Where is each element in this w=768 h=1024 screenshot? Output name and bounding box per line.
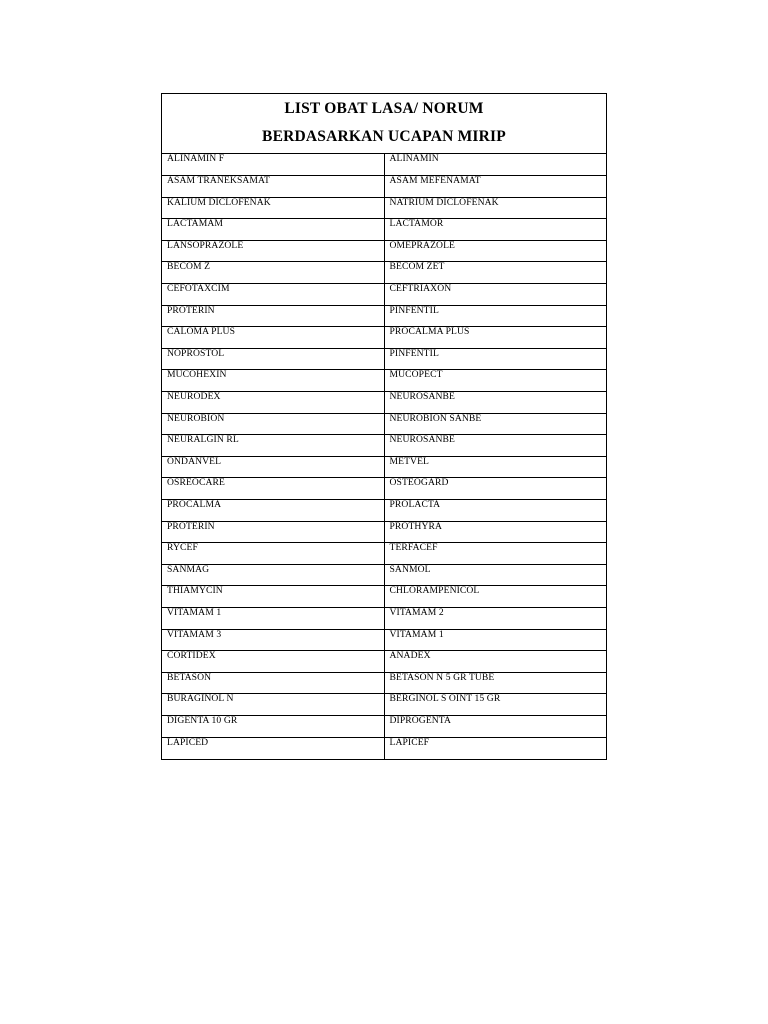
similar-drug-cell: ASAM MEFENAMAT xyxy=(384,176,606,198)
similar-drug-cell: MUCOPECT xyxy=(384,370,606,392)
similar-drug-cell: METVEL xyxy=(384,456,606,478)
table-row xyxy=(162,435,606,457)
drug-name-cell: MUCOHEXIN xyxy=(162,370,384,392)
drug-name-cell: NOPROSTOL xyxy=(162,348,384,370)
table-row xyxy=(162,154,606,176)
drug-table-body xyxy=(162,154,606,759)
table-row xyxy=(162,500,606,522)
table-row xyxy=(162,176,606,198)
table-row xyxy=(162,629,606,651)
table-row xyxy=(162,543,606,565)
similar-drug-cell: LAPICEF xyxy=(389,737,430,748)
drug-name-cell: LANSOPRAZOLE xyxy=(162,240,384,262)
drug-name-cell: LACTAMAM xyxy=(162,219,384,241)
table-row xyxy=(162,564,606,586)
document-subtitle: BERDASARKAN UCAPAN MIRIP xyxy=(262,128,506,145)
table-row xyxy=(162,478,606,500)
table-row xyxy=(162,651,606,673)
drug-name-cell: DIGENTA 10 GR xyxy=(162,715,384,737)
drug-name-cell: PROTERIN xyxy=(162,521,384,543)
table-row xyxy=(162,456,606,478)
similar-drug-cell: PINFENTIL xyxy=(384,305,606,327)
similar-drug-cell: VITAMAM 1 xyxy=(384,629,606,651)
drug-name-cell: NEUROBION xyxy=(162,413,384,435)
similar-drug-cell: NATRIUM DICLOFENAK xyxy=(384,197,606,219)
similar-drug-cell: PROTHYRA xyxy=(384,521,606,543)
table-row xyxy=(162,305,606,327)
table-row xyxy=(162,370,606,392)
drug-name-cell: OSREOCARE xyxy=(162,478,384,500)
table-row xyxy=(162,240,606,262)
title-block xyxy=(162,94,606,154)
similar-drug-cell: OSTEOGARD xyxy=(384,478,606,500)
table-row xyxy=(162,392,606,414)
drug-name-cell: CALOMA PLUS xyxy=(162,327,384,349)
drug-name-cell: THIAMYCIN xyxy=(162,586,384,608)
table-row xyxy=(162,284,606,306)
similar-drug-cell: SANMOL xyxy=(384,564,606,586)
similar-drug-cell: NEUROSANBE xyxy=(384,435,606,457)
similar-drug-cell: PINFENTIL xyxy=(384,348,606,370)
table-row xyxy=(162,694,606,716)
lasa-drug-table xyxy=(162,154,606,759)
table-row xyxy=(162,413,606,435)
similar-drug-cell: NEUROSANBE xyxy=(384,392,606,414)
similar-drug-cell: DIPROGENTA xyxy=(384,715,606,737)
similar-drug-cell: CEFTRIAXON xyxy=(384,284,606,306)
similar-drug-cell: NEUROBION SANBE xyxy=(384,413,606,435)
drug-name-cell: BURAGINOL N xyxy=(162,694,384,716)
similar-drug-cell: BERGINOL S OINT 15 GR xyxy=(384,694,606,716)
drug-name-cell: ONDANVEL xyxy=(162,456,384,478)
drug-name-cell: LAPICED xyxy=(162,737,384,759)
table-row xyxy=(162,737,606,759)
drug-name-cell: ALINAMIN F xyxy=(162,154,384,176)
similar-drug-cell: ALINAMIN xyxy=(384,154,606,176)
table-row xyxy=(162,672,606,694)
similar-drug-cell: LACTAMOR xyxy=(384,219,606,241)
table-row xyxy=(162,521,606,543)
drug-name-cell: NEURODEX xyxy=(162,392,384,414)
drug-name-cell: KALIUM DICLOFENAK xyxy=(162,197,384,219)
table-row xyxy=(162,262,606,284)
drug-name-cell: VITAMAM 3 xyxy=(162,629,384,651)
table-row xyxy=(162,219,606,241)
drug-name-cell: ASAM TRANEKSAMAT xyxy=(162,176,384,198)
table-row xyxy=(162,586,606,608)
drug-name-cell: NEURALGIN RL xyxy=(162,435,384,457)
similar-drug-cell: TERFACEF xyxy=(384,543,606,565)
similar-drug-cell: PROCALMA PLUS xyxy=(384,327,606,349)
similar-drug-cell: PROLACTA xyxy=(384,500,606,522)
drug-name-cell: VITAMAM 1 xyxy=(162,607,384,629)
table-row xyxy=(162,607,606,629)
drug-name-cell: BETASON xyxy=(162,672,384,694)
drug-name-cell: CORTIDEX xyxy=(162,651,384,673)
document-title: LIST OBAT LASA/ NORUM xyxy=(284,100,484,117)
drug-name-cell: RYCEF xyxy=(162,543,384,565)
similar-drug-cell: BETASON N 5 GR TUBE xyxy=(384,672,606,694)
table-row xyxy=(162,197,606,219)
drug-name-cell: CEFOTAXCIM xyxy=(162,284,384,306)
table-row xyxy=(162,348,606,370)
similar-drug-cell: OMEPRAZOLE xyxy=(384,240,606,262)
table-row xyxy=(162,327,606,349)
drug-name-cell: PROTERIN xyxy=(162,305,384,327)
similar-drug-cell: VITAMAM 2 xyxy=(384,607,606,629)
drug-list-document xyxy=(161,93,607,760)
drug-name-cell: PROCALMA xyxy=(162,500,384,522)
drug-name-cell: BECOM Z xyxy=(162,262,384,284)
drug-name-cell: SANMAG xyxy=(162,564,384,586)
similar-drug-cell: CHLORAMPENICOL xyxy=(384,586,606,608)
similar-drug-cell: BECOM ZET xyxy=(384,262,606,284)
table-row xyxy=(162,715,606,737)
similar-drug-cell: ANADEX xyxy=(384,651,606,673)
